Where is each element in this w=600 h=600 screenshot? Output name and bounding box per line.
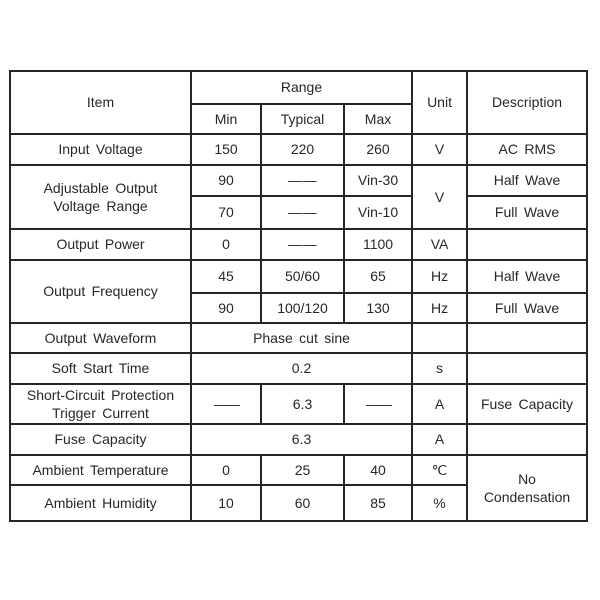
ambient-humidity-unit: % — [412, 485, 467, 521]
output-frequency-full-max: 130 — [344, 293, 412, 323]
adjustable-output-full-desc: Full Wave — [467, 196, 587, 229]
header-min: Min — [191, 104, 261, 134]
output-power-item: Output Power — [10, 229, 191, 260]
adjustable-output-full-max: Vin-10 — [344, 196, 412, 229]
header-max: Max — [344, 104, 412, 134]
output-frequency-half-desc: Half Wave — [467, 260, 587, 293]
adjustable-output-half-min: 90 — [191, 165, 261, 196]
input-voltage-min: 150 — [191, 134, 261, 165]
adjustable-output-full-min: 70 — [191, 196, 261, 229]
short-circuit-item — [10, 384, 191, 424]
output-waveform-value: Phase cut sine — [191, 323, 412, 353]
row-output-waveform — [10, 323, 587, 353]
adjustable-output-item-line2: Voltage Range — [53, 198, 148, 214]
output-power-typical-dash: —— — [261, 229, 344, 260]
output-frequency-half-max: 65 — [344, 260, 412, 293]
ambient-temperature-item: Ambient Temperature — [10, 455, 191, 485]
output-frequency-item: Output Frequency — [10, 260, 191, 323]
input-voltage-desc: AC RMS — [467, 134, 587, 165]
output-power-unit: VA — [412, 229, 467, 260]
input-voltage-max: 260 — [344, 134, 412, 165]
short-circuit-typical: 6.3 — [261, 384, 344, 424]
short-circuit-item-line1: Short-Circuit Protection — [26, 386, 175, 403]
row-input-voltage — [10, 134, 587, 165]
adjustable-output-half-desc: Half Wave — [467, 165, 587, 196]
output-power-desc — [467, 229, 587, 260]
short-circuit-max-dash: —— — [344, 384, 412, 424]
soft-start-time-value: 0.2 — [191, 353, 412, 384]
ambient-temperature-max: 40 — [344, 455, 412, 485]
short-circuit-min-dash: —— — [191, 384, 261, 424]
ambient-temperature-min: 0 — [191, 455, 261, 485]
output-frequency-full-min: 90 — [191, 293, 261, 323]
ambient-desc-line2: Condensation — [483, 489, 571, 505]
input-voltage-unit: V — [412, 134, 467, 165]
header-range: Range — [191, 71, 412, 104]
output-frequency-half-unit: Hz — [412, 260, 467, 293]
row-short-circuit — [10, 384, 587, 424]
fuse-capacity-value: 6.3 — [191, 424, 412, 455]
row-soft-start-time — [10, 353, 587, 384]
input-voltage-typical: 220 — [261, 134, 344, 165]
ambient-temperature-unit: ℃ — [412, 455, 467, 485]
output-power-min: 0 — [191, 229, 261, 260]
ambient-desc-line1: No — [518, 470, 536, 487]
adjustable-output-full-typical-dash: —— — [261, 196, 344, 229]
output-power-max: 1100 — [344, 229, 412, 260]
short-circuit-desc: Fuse Capacity — [467, 384, 587, 424]
adjustable-output-item-line1: Adjustable Output — [43, 179, 158, 196]
output-waveform-desc — [467, 323, 587, 353]
row-output-frequency-half — [10, 260, 587, 293]
output-waveform-unit — [412, 323, 467, 353]
ambient-desc — [467, 455, 587, 521]
row-output-power — [10, 229, 587, 260]
adjustable-output-unit: V — [412, 165, 467, 229]
ambient-humidity-min: 10 — [191, 485, 261, 521]
soft-start-time-desc — [467, 353, 587, 384]
soft-start-time-unit: s — [412, 353, 467, 384]
ambient-humidity-max: 85 — [344, 485, 412, 521]
ambient-humidity-typical: 60 — [261, 485, 344, 521]
output-frequency-full-unit: Hz — [412, 293, 467, 323]
ambient-humidity-item: Ambient Humidity — [10, 485, 191, 521]
output-frequency-full-typical: 100/120 — [261, 293, 344, 323]
adjustable-output-half-typical-dash: —— — [261, 165, 344, 196]
short-circuit-unit: A — [412, 384, 467, 424]
short-circuit-item-line2: Trigger Current — [52, 405, 149, 421]
output-waveform-item: Output Waveform — [10, 323, 191, 353]
output-frequency-half-typical: 50/60 — [261, 260, 344, 293]
header-description: Description — [467, 71, 587, 134]
header-item: Item — [10, 71, 191, 134]
output-frequency-half-min: 45 — [191, 260, 261, 293]
input-voltage-item: Input Voltage — [10, 134, 191, 165]
adjustable-output-half-max: Vin-30 — [344, 165, 412, 196]
row-ambient-temperature — [10, 455, 587, 485]
soft-start-time-item: Soft Start Time — [10, 353, 191, 384]
fuse-capacity-desc — [467, 424, 587, 455]
header-unit: Unit — [412, 71, 467, 134]
adjustable-output-item — [10, 165, 191, 229]
specification-table — [9, 70, 588, 522]
header-typical: Typical — [261, 104, 344, 134]
fuse-capacity-item: Fuse Capacity — [10, 424, 191, 455]
header-row-range — [10, 71, 587, 104]
fuse-capacity-unit: A — [412, 424, 467, 455]
output-frequency-full-desc: Full Wave — [467, 293, 587, 323]
row-fuse-capacity — [10, 424, 587, 455]
row-adjustable-output-half — [10, 165, 587, 196]
ambient-temperature-typical: 25 — [261, 455, 344, 485]
